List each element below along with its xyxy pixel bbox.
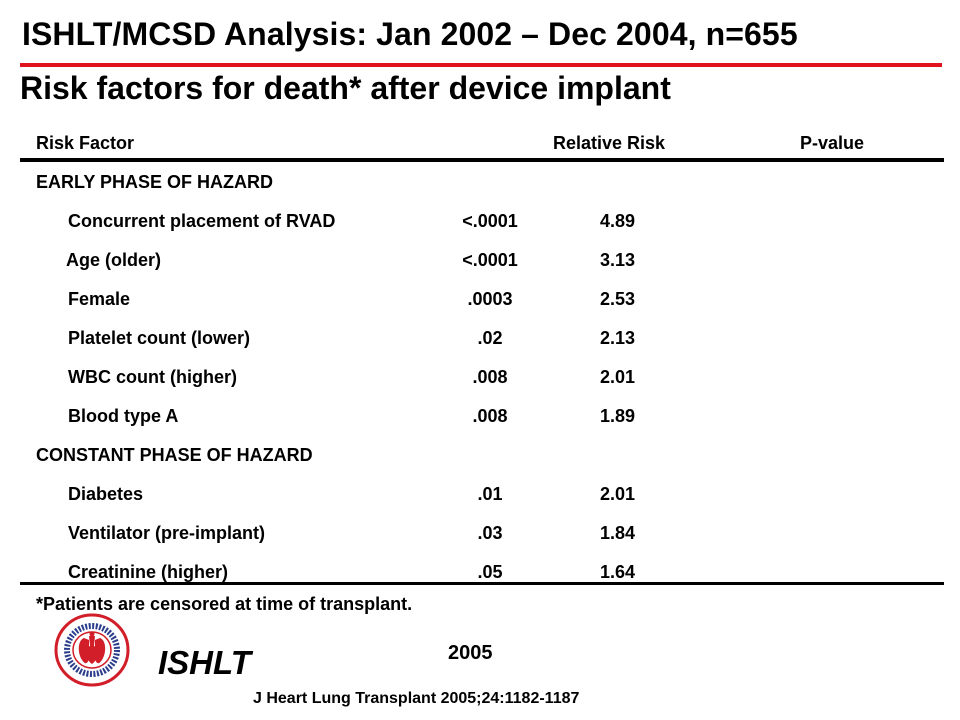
citation: J Heart Lung Transplant 2005;24:1182-1187 bbox=[253, 690, 580, 707]
footnote: *Patients are censored at time of transplant. bbox=[36, 594, 413, 614]
table-header bbox=[0, 128, 960, 158]
table-bottom-rule bbox=[20, 582, 944, 585]
relative-risk-cell: 2.01 bbox=[600, 367, 636, 387]
risk-factor-cell: WBC count (higher) bbox=[68, 367, 237, 387]
section-label: CONSTANT PHASE OF HAZARD bbox=[36, 445, 313, 465]
p-value-cell: .008 bbox=[472, 406, 508, 426]
p-value-cell: .05 bbox=[477, 562, 503, 582]
relative-risk-cell: 2.13 bbox=[600, 328, 636, 348]
risk-factor-cell: Concurrent placement of RVAD bbox=[68, 211, 336, 231]
section-row-constant bbox=[0, 439, 960, 478]
relative-risk-cell: 2.53 bbox=[600, 289, 636, 309]
org-name: ISHLT bbox=[158, 644, 251, 681]
year-label: 2005 bbox=[448, 642, 493, 664]
section-label: EARLY PHASE OF HAZARD bbox=[36, 172, 274, 192]
table-row bbox=[0, 244, 960, 283]
table-row bbox=[0, 283, 960, 322]
ishlt-seal-icon bbox=[44, 610, 144, 690]
risk-factor-cell: Creatinine (higher) bbox=[68, 562, 229, 582]
p-value-cell: <.0001 bbox=[462, 250, 518, 270]
risk-factor-cell: Female bbox=[68, 289, 131, 309]
header-risk-factor: Risk Factor bbox=[36, 133, 135, 153]
p-value-cell: .01 bbox=[477, 484, 503, 504]
p-value-cell: <.0001 bbox=[462, 211, 518, 231]
relative-risk-cell: 1.89 bbox=[600, 406, 636, 426]
table-row bbox=[0, 400, 960, 439]
p-value-cell: .03 bbox=[477, 523, 503, 543]
relative-risk-cell: 2.01 bbox=[600, 484, 636, 504]
relative-risk-cell: 1.64 bbox=[600, 562, 636, 582]
table-row bbox=[0, 322, 960, 361]
p-value-cell: .008 bbox=[472, 367, 508, 387]
risk-factor-cell: Blood type A bbox=[68, 406, 179, 426]
slide-subtitle: Risk factors for death* after device implant bbox=[20, 70, 671, 106]
table-top-rule bbox=[20, 158, 944, 162]
risk-factor-cell: Ventilator (pre-implant) bbox=[68, 523, 266, 543]
p-value-cell: .02 bbox=[477, 328, 503, 348]
risk-factor-cell: Age (older) bbox=[66, 250, 162, 270]
risk-table-body bbox=[0, 166, 960, 595]
relative-risk-cell: 1.84 bbox=[600, 523, 636, 543]
p-value-cell: .0003 bbox=[467, 289, 513, 309]
table-row bbox=[0, 556, 960, 595]
table-row bbox=[0, 478, 960, 517]
table-row bbox=[0, 361, 960, 400]
table-row bbox=[0, 517, 960, 556]
relative-risk-cell: 4.89 bbox=[600, 211, 636, 231]
relative-risk-cell: 3.13 bbox=[600, 250, 636, 270]
title-accent-rule bbox=[20, 63, 942, 67]
section-row-early bbox=[0, 166, 960, 205]
slide-title: ISHLT/MCSD Analysis: Jan 2002 – Dec 2004, n=655 bbox=[22, 16, 798, 52]
risk-factor-cell: Diabetes bbox=[68, 484, 144, 504]
header-relative-risk: Relative Risk bbox=[553, 133, 666, 153]
risk-factor-cell: Platelet count (lower) bbox=[68, 328, 251, 348]
header-p-value: P-value bbox=[800, 133, 865, 153]
table-row bbox=[0, 205, 960, 244]
